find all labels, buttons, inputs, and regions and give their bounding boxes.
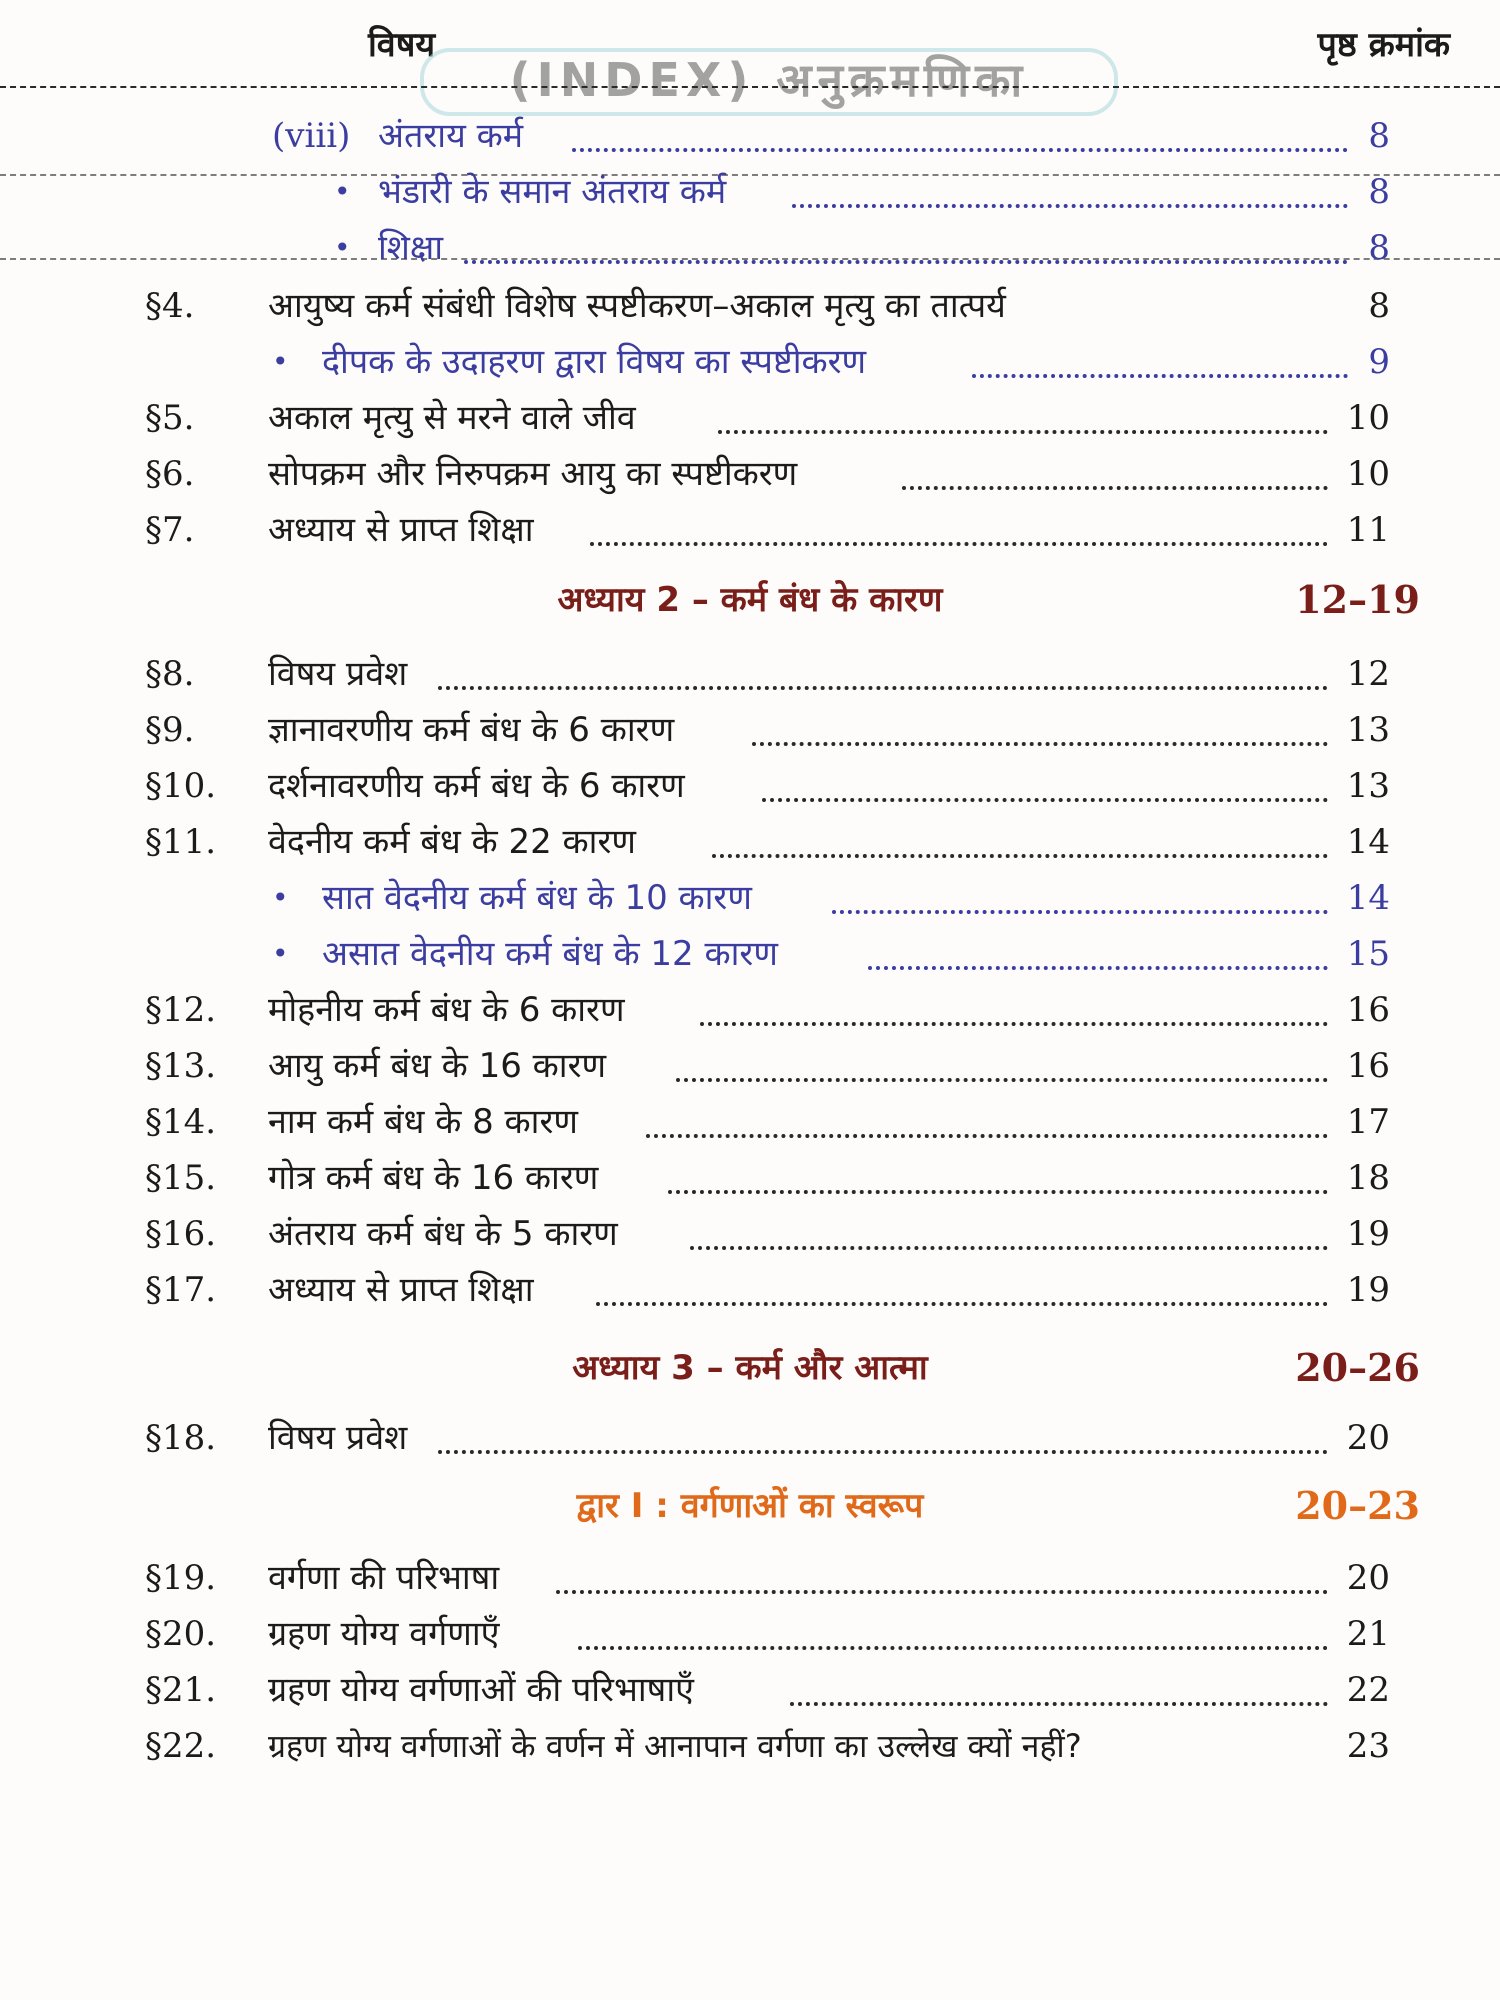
index-stamp (420, 48, 1118, 116)
toc-page: 19 (1346, 1270, 1390, 1310)
dot-leader (438, 686, 1328, 690)
toc-page: 16 (1346, 1046, 1390, 1086)
bullet-icon: • (272, 345, 289, 378)
toc-number: §15. (145, 1158, 217, 1198)
toc-page: 15 (1346, 934, 1390, 974)
dot-leader (464, 260, 1348, 264)
toc-title: सात वेदनीय कर्म बंध के 10 कारण (322, 878, 752, 918)
dot-leader (438, 1450, 1328, 1454)
bullet-icon: • (272, 881, 289, 914)
section-heading (0, 1478, 1500, 1534)
section-title: द्वार I : वर्गणाओं का स्वरूप (576, 1486, 924, 1526)
toc-row (0, 1608, 1500, 1660)
dot-leader (972, 374, 1348, 378)
toc-row (0, 1040, 1500, 1092)
toc-page: 20 (1346, 1418, 1390, 1458)
dot-leader (578, 1646, 1328, 1650)
dot-leader (718, 430, 1328, 434)
toc-page: 10 (1346, 454, 1390, 494)
toc-number: §21. (145, 1670, 217, 1710)
toc-number: §5. (145, 398, 195, 438)
toc-page: 8 (1368, 286, 1390, 326)
dot-leader (556, 1590, 1328, 1594)
toc-title: वर्गणा की परिभाषा (268, 1558, 500, 1598)
toc-title: शिक्षा (378, 228, 444, 268)
chapter-page-range: 12–19 (1295, 577, 1420, 622)
toc-title: अंतराय कर्म बंध के 5 कारण (268, 1214, 618, 1254)
toc-title: ग्रहण योग्य वर्गणाएँ (268, 1614, 500, 1654)
toc-row (0, 1720, 1500, 1772)
dot-leader (868, 966, 1328, 970)
toc-row (0, 1152, 1500, 1204)
toc-number: §20. (145, 1614, 217, 1654)
bullet-icon: • (334, 231, 351, 264)
toc-row (0, 336, 1500, 388)
toc-page: 19 (1346, 1214, 1390, 1254)
toc-page: 8 (1368, 116, 1390, 156)
dot-leader (590, 542, 1328, 546)
bullet-icon: • (272, 937, 289, 970)
dot-leader (790, 1702, 1328, 1706)
chapter-title: अध्याय 2 – कर्म बंध के कारण (557, 580, 943, 620)
toc-title: ग्रहण योग्य वर्गणाओं के वर्णन में आनापान वर्गणा का उल्लेख क्यों नहीं? (268, 1727, 1082, 1765)
toc-row (0, 1208, 1500, 1260)
toc-page: 23 (1346, 1726, 1390, 1766)
toc-row (0, 872, 1500, 924)
toc-row (0, 1412, 1500, 1464)
bullet-icon: • (334, 175, 351, 208)
toc-row (0, 448, 1500, 500)
toc-page: 17 (1346, 1102, 1390, 1142)
toc-number: §8. (145, 654, 195, 694)
dot-leader (832, 910, 1328, 914)
dot-leader (762, 798, 1328, 802)
toc-title: अकाल मृत्यु से मरने वाले जीव (268, 398, 636, 438)
dot-leader (792, 204, 1348, 208)
toc-title: वेदनीय कर्म बंध के 22 कारण (268, 822, 636, 862)
toc-title: भंडारी के समान अंतराय कर्म (378, 172, 727, 212)
toc-page: 16 (1346, 990, 1390, 1030)
chapter-title: अध्याय 3 – कर्म और आत्मा (572, 1348, 928, 1388)
dot-leader (596, 1302, 1328, 1306)
toc-row (0, 1096, 1500, 1148)
toc-title: विषय प्रवेश (268, 1418, 408, 1458)
toc-title: दर्शनावरणीय कर्म बंध के 6 कारण (268, 766, 685, 806)
toc-row (0, 166, 1500, 218)
toc-title: आयु कर्म बंध के 16 कारण (268, 1046, 607, 1086)
dot-leader (690, 1246, 1328, 1250)
toc-title: गोत्र कर्म बंध के 16 कारण (268, 1158, 599, 1198)
toc-title: मोहनीय कर्म बंध के 6 कारण (268, 990, 625, 1030)
toc-row (0, 1552, 1500, 1604)
toc-page: 14 (1346, 822, 1390, 862)
toc-page: 8 (1368, 228, 1390, 268)
toc-row (0, 1264, 1500, 1316)
toc-row (0, 704, 1500, 756)
toc-title: आयुष्य कर्म संबंधी विशेष स्पष्टीकरण–अकाल मृत्यु का तात्पर्य (268, 286, 1006, 326)
toc-number: (viii) (272, 116, 351, 156)
dot-leader (752, 742, 1328, 746)
toc-number: §4. (145, 286, 195, 326)
toc-number: §10. (145, 766, 217, 806)
toc-number: §7. (145, 510, 195, 550)
dot-leader (668, 1190, 1328, 1194)
toc-title: अध्याय से प्राप्त शिक्षा (268, 1270, 534, 1310)
chapter-page-range: 20–26 (1295, 1345, 1420, 1390)
dot-leader (902, 486, 1328, 490)
toc-title: सोपक्रम और निरुपक्रम आयु का स्पष्टीकरण (268, 454, 798, 494)
toc-page: 13 (1346, 766, 1390, 806)
dot-leader (700, 1022, 1328, 1026)
toc-number: §9. (145, 710, 195, 750)
toc-number: §19. (145, 1558, 217, 1598)
chapter-heading (0, 1340, 1500, 1396)
toc-title: अंतराय कर्म (378, 116, 524, 156)
toc-number: §6. (145, 454, 195, 494)
toc-page: 14 (1346, 878, 1390, 918)
toc-number: §16. (145, 1214, 217, 1254)
header-divider (0, 86, 1500, 88)
toc-page: 21 (1346, 1614, 1390, 1654)
toc-number: §17. (145, 1270, 217, 1310)
section-page-range: 20–23 (1295, 1483, 1420, 1528)
toc-number: §22. (145, 1726, 217, 1766)
toc-title: अध्याय से प्राप्त शिक्षा (268, 510, 534, 550)
chapter-heading (0, 572, 1500, 628)
toc-row (0, 816, 1500, 868)
toc-page: 10 (1346, 398, 1390, 438)
toc-row (0, 648, 1500, 700)
toc-row (0, 984, 1500, 1036)
dot-leader (676, 1078, 1328, 1082)
toc-number: §12. (145, 990, 217, 1030)
dot-leader (712, 854, 1328, 858)
toc-row (0, 760, 1500, 812)
toc-title: ग्रहण योग्य वर्गणाओं की परिभाषाएँ (268, 1670, 694, 1710)
header-page-number: पृष्ठ क्रमांक (1317, 25, 1450, 65)
toc-page: 11 (1346, 510, 1390, 550)
dot-leader (646, 1134, 1328, 1138)
toc-title: नाम कर्म बंध के 8 कारण (268, 1102, 578, 1142)
toc-title: असात वेदनीय कर्म बंध के 12 कारण (322, 934, 778, 974)
toc-page: 12 (1346, 654, 1390, 694)
toc-page: 9 (1368, 342, 1390, 382)
toc-page: 18 (1346, 1158, 1390, 1198)
toc-page: 20 (1346, 1558, 1390, 1598)
toc-row (0, 1664, 1500, 1716)
index-stamp-text: (INDEX) अनुक्रमणिका (509, 53, 1029, 107)
toc-number: §18. (145, 1418, 217, 1458)
toc-page: 8 (1368, 172, 1390, 212)
toc-row (0, 504, 1500, 556)
toc-row (0, 222, 1500, 274)
toc-number: §14. (145, 1102, 217, 1142)
toc-page: 13 (1346, 710, 1390, 750)
toc-row (0, 392, 1500, 444)
toc-row (0, 280, 1500, 332)
toc-row (0, 110, 1500, 162)
dot-leader (572, 148, 1348, 152)
toc-row (0, 928, 1500, 980)
toc-title: दीपक के उदाहरण द्वारा विषय का स्पष्टीकरण (322, 342, 867, 382)
toc-page: 22 (1346, 1670, 1390, 1710)
toc-title: विषय प्रवेश (268, 654, 408, 694)
toc-number: §13. (145, 1046, 217, 1086)
toc-title: ज्ञानावरणीय कर्म बंध के 6 कारण (268, 710, 675, 750)
toc-number: §11. (145, 822, 217, 862)
header-subject: विषय (368, 25, 436, 65)
